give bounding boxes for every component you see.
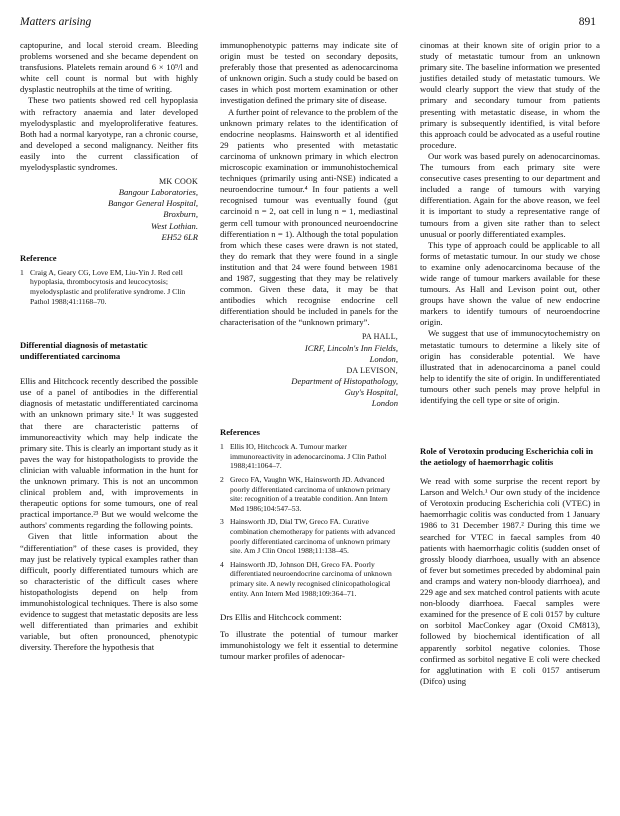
reference-text: Craig A, Geary CG, Love EM, Liu-Yin J. Red cell hypoplasia, thrombocytosis and leucocytosis; myelodysplastic and proliferative syndrome. J Clin Pathol 1988;41:1168–70.: [30, 267, 186, 306]
affiliation-line: Bangor General Hospital,: [108, 198, 198, 209]
column-1: [20, 40, 198, 654]
affiliation-line: London: [371, 398, 398, 408]
paragraph: We read with some surprise the recent report by Larson and Welch.¹ Our own study of the incidence of Verotoxin producing Escherichia coli (VTEC) in haemorrhagic colitis was conducted from 1 January 1986 to 31 December 1987.² During this time we searched for VTEC in faecal samples from 40 patients with haemorrhagic colitis (sudden onset of grossly bloody diarrhoea, usually with an absence of fever but sometimes preceded by abdominal pain and cramps and watery non-bloody diarrhoea), and 229 age and sex matched control patients with acute non-bloody diarrhoea. Faecal samples were examined for the presence of E coli 0157 by culture on sorbitol MacConkey agar (Oxoid CM813), followed by biochemical identification of all apparently sorbitol negative colonies. Those confirmed as sorbitol negative E coli were checked for agglutination with E coli 0157 antiserum (Difco) using: [420, 476, 600, 686]
reference-text: Hainsworth JD, Dial TW, Greco FA. Curative combination chemotherapy for patients with advanced poorly differentiated carcinoma of unknown primary site. Am J Clin Oncol 1988;11:138–45.: [230, 517, 396, 556]
reference-heading: References: [220, 427, 260, 438]
paragraph: immunophenotypic patterns may indicate site of origin must be tested on secondary deposits, preferably those that presented as adenocarcinoma of unknown origin. Such a study could be based on cases in which post mortem examination or other investigation defined the primary site of disease.: [220, 40, 398, 106]
author-name: MK COOK: [159, 177, 198, 187]
affiliation-line: ICRF, Lincoln's Inn Fields,: [304, 342, 398, 353]
reference-text: Ellis IO, Hitchcock A. Tumour marker immunoreactivity in adenocarcinoma. J Clin Pathol 1988;41:1064–7.: [230, 442, 387, 471]
affiliation-line: West Lothian.: [151, 220, 198, 231]
letter-signature: [20, 176, 198, 243]
column-2: [220, 40, 398, 662]
reply-heading: Drs Ellis and Hitchcock comment:: [220, 612, 342, 623]
paragraph: We suggest that use of immunocytochemistry on metastatic tumours to determine a likely site of origin has considerable potential. We have illustrated that in adenocarcinoma a panel could help to identify the site of origin. In undifferentiated tumours other such penels may prove helpful in identifying the cell type or site of origin.: [420, 328, 600, 405]
affiliation-line: London,: [369, 353, 398, 364]
paragraph: Ellis and Hitchcock recently described the possible use of a panel of antibodies in the differential diagnosis of metastatic undifferentiated carcinoma with an unknown primary site.¹ It was suggested that there are characteristic patterns of immunoreactivity which may help indicate the primary site. This is clearly an important study as it paves the way for histopathologists to provide the clinician with valuable information in the hunt for the unknown primary. This is not an uncommon clinical problem and, with improvements in therapeutic options for some tumours, one of real practical importance.²³ But we would welcome the authors' comments regarding the following points.: [20, 376, 198, 531]
author-name: DA LEVISON,: [346, 365, 398, 375]
page-number: 891: [578, 16, 596, 28]
reference-heading: Reference: [20, 252, 57, 263]
section-title: Matters arising: [20, 16, 92, 28]
paragraph: To illustrate the potential of tumour marker immunohistology we felt it essential to determine tumour marker profiles of adenocar-: [220, 629, 398, 662]
reference-number: 1: [220, 442, 224, 452]
reference-number: 4: [220, 559, 224, 569]
reference-item: [220, 560, 398, 598]
paragraph: These two patients showed red cell hypoplasia with refractory anaemia and later developed myelodysplastic and myeloproliferative features. Both had a normal karyotype, ran a chronic course, and developed a second malignancy. Neither fits easily into the current classification of myelodysplastic syndromes.: [20, 95, 198, 173]
postcode: EH52 6LR: [161, 231, 198, 242]
reference-item: [220, 475, 398, 513]
reference-number: 3: [220, 517, 224, 527]
reference-text: Hainsworth JD, Johnson DH, Greco FA. Poorly differentiated neuroendocrine carcinoma of unknown primary site. A newly recognised clinicopathological entity. Ann Intern Med 1988;109:364–71.: [230, 559, 392, 598]
page-header: [0, 16, 620, 34]
paragraph: Given that little information about the “differentiation” of these cases is provided, they may just be relatively typical examples rather than difficult, poorly differentiated tumours which are so characteristic of the difficult cases where histopathologists depend on help from immunohistological techniques. There is also some evidence to suggest that metastatic deposits are less well differentiated than primaries and exhibit variable, but often pronounced, phenotypic diversity. Therefore the hypothesis that: [20, 531, 198, 653]
reference-item: [20, 268, 198, 306]
author-name: PA HALL,: [362, 332, 398, 342]
paragraph: Our work was based purely on adenocarcinomas. The tumours from each primary site were consecutive cases presenting to our department and included a range of tumours with varying differentiation. Again for the above reason, we feel it is important to study a representative range of tumours from a given site rather than to select unusual or poorly differentiated examples.: [420, 150, 600, 239]
article-title: Role of Verotoxin producing Escherichia coli in the aetiology of haemorrhagic colitis: [420, 446, 593, 468]
affiliation-line: Bangour Laboratories,: [118, 187, 198, 198]
paragraph: A further point of relevance to the problem of the unknown primary relates to the identification of endocrine neoplasms. Hainsworth et al identified 29 patients who presented with metastatic carcinoma of unknown primary in which electron microscopic examination or immunohistochemical techniques (primarily using anti-NSE) indicated a neuroendocrine tumour.⁴ In four patients a well recognised tumour was eventually found (gut carcinoid n = 2, oat cell in lung n = 1, mediastinal germ cell tumour with pronounced neuroendocrine differentiation n = 1). Although the total population from which these cases were drawn is not stated, they do remark that they were found in a single institution and that 24 were found between 1981 and 1987, suggesting that they may be relatively common. Given these data, it may be that antibodies which recognise endocrine cell differentiation should be included in panels for the characterisation of the “unknown primary”.: [220, 106, 398, 328]
reference-number: 1: [20, 267, 24, 277]
reference-number: 2: [220, 474, 224, 484]
reference-item: [220, 517, 398, 555]
reference-text: Greco FA, Vaughn WK, Hainsworth JD. Advanced poorly differentiated carcinoma of unknown primary site: recognition of a treatable condition. Ann Intern Med 1986;104:547–53.: [230, 474, 391, 513]
letter-signature: [220, 331, 398, 409]
paragraph: cinomas at their known site of origin prior to a study of metastatic tumour from an unknown primary site. The baseline information we presented justifies detailed study of metastatic tumours. We would clearly support the view that study of the primary and secondary tumour from patients presenting with metastatic disease, in whom the primary is subsequently identified, is vital before this approach could be advocated as a useful routine procedure.: [420, 40, 600, 150]
reference-item: [220, 442, 398, 471]
affiliation-line: Broxburn,: [163, 209, 198, 220]
affiliation-line: Department of Histopathology,: [291, 375, 398, 386]
column-3: [420, 40, 600, 687]
paragraph: captopurine, and local steroid cream. Bleeding problems worsened and she became dependent on transfusions. Platelets remain around 6 × 10⁹/l and white cell count is normal but with highly dysplastic neutrophils at the time of writing.: [20, 40, 198, 95]
affiliation-line: Guy's Hospital,: [344, 386, 398, 397]
paragraph: This type of approach could be applicable to all forms of metastatic tumour. In our study we chose to examine only adenocarcinoma because of the wide range of tumour markers available for these tumours. As Hall and Levison point out, other groups have shown the value of new endocrine markers to identify tumours of neuroendocrine origin.: [420, 239, 600, 328]
article-title: Differential diagnosis of metastatic undifferentiated carcinoma: [20, 340, 148, 362]
